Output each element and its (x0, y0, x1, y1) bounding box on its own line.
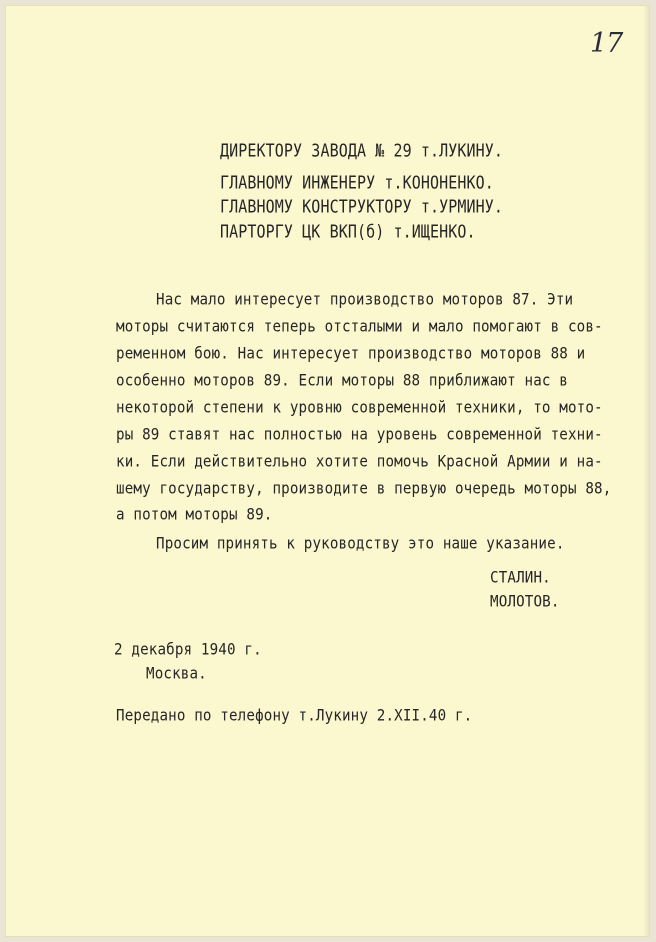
body-line: ки. Если действительно хотите помочь Красной Армии и на- (116, 453, 603, 471)
body-line: моторы считаются теперь отсталыми и мало помогают в сов- (116, 318, 603, 336)
body-line-instruction: Просим принять к руководству это наше указание. (156, 535, 565, 553)
signature-molotov: МОЛОТОВ. (490, 593, 560, 611)
signature-stalin: СТАЛИН. (490, 569, 551, 587)
page-edge-shadow (643, 6, 649, 936)
body-line: ры 89 ставят нас полностью на уровень современной техни- (116, 426, 603, 444)
body-line: а потом моторы 89. (116, 506, 273, 524)
document-place: Москва. (146, 665, 207, 683)
addressee-party-organizer: ПАРТОРГУ ЦК ВКП(б) т.ИЩЕНКО. (220, 221, 476, 243)
addressee-chief-designer: ГЛАВНОМУ КОНСТРУКТОРУ т.УРМИНУ. (220, 196, 504, 218)
body-line: шему государству, производите в первую очередь моторы 88, (116, 480, 612, 498)
body-line: некоторой степени к уровню современной техники, то мото- (116, 399, 603, 417)
addressee-director: ДИРЕКТОРУ ЗАВОДА № 29 т.ЛУКИНУ. (220, 140, 504, 162)
body-line: особенно моторов 89. Если моторы 88 приближают нас в (116, 372, 568, 390)
body-line: ременном бою. Нас интересует производство моторов 88 и (116, 345, 586, 363)
document-date: 2 декабря 1940 г. (114, 641, 262, 659)
transmission-note: Передано по телефону т.Лукину 2.XII.40 г. (116, 707, 473, 725)
document-page (6, 6, 649, 936)
addressee-chief-engineer: ГЛАВНОМУ ИНЖЕНЕРУ т.КОНОНЕНКО. (220, 172, 494, 194)
handwritten-page-number: 17 (590, 28, 623, 59)
body-line: Нас мало интересует производство моторов 87. Эти (156, 291, 574, 309)
